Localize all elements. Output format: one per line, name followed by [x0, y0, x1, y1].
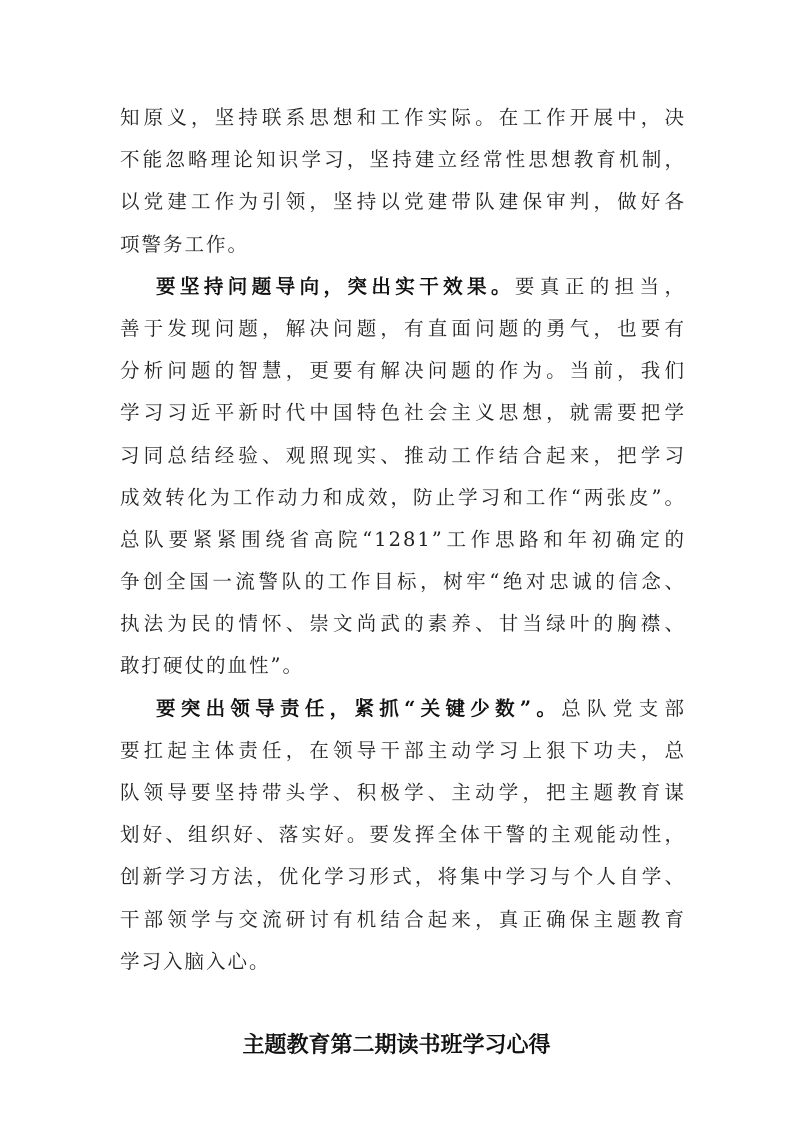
text-span: 总队党支部: [561, 696, 686, 720]
text-line: 学习习近平新时代中国特色社会主义思想，就需要把学: [120, 401, 686, 425]
text-line: 划好、组织好、落实好。要发挥全体干警的主观能动性，: [120, 823, 686, 847]
document-body: [120, 97, 686, 983]
text-line: 以党建工作为引领，坚持以党建带队建保审判，做好各: [120, 190, 686, 214]
text-line: 习同总结经验、观照现实、推动工作结合起来，把学习: [120, 443, 686, 467]
paragraph-2: [120, 266, 686, 688]
text-line: 项警务工作。: [120, 232, 250, 256]
paragraph-lead: 要突出领导责任，紧抓“关键少数”。: [156, 696, 562, 720]
text-line: 成效转化为工作动力和成效，防止学习和工作“两张皮”。: [120, 485, 686, 509]
paragraph-3: [120, 688, 686, 983]
text-line: 知原义，坚持联系思想和工作实际。在工作开展中，决: [120, 106, 686, 129]
paragraph-lead: 要坚持问题导向，突出实干效果。: [156, 274, 515, 298]
text-line: [120, 688, 686, 730]
text-line: 善于发现问题，解决问题，有直面问题的勇气，也要有: [120, 316, 686, 340]
text-line: 创新学习方法，优化学习形式，将集中学习与个人自学、: [120, 865, 686, 889]
text-line: 执法为民的情怀、崇文尚武的素养、甘当绿叶的胸襟、: [120, 612, 686, 636]
paragraph-1: [120, 97, 686, 266]
text-line: 要扛起主体责任，在领导干部主动学习上狠下功夫，总: [120, 738, 686, 762]
text-span: 要真正的担当，: [514, 274, 686, 298]
text-line: 总队要紧紧围绕省高院“1281”工作思路和年初确定的: [120, 527, 686, 551]
text-line: 敢打硬仗的血性”。: [120, 654, 304, 678]
section-title: 主题教育第二期读书班学习心得: [242, 1033, 551, 1058]
text-line: 学习入脑入心。: [120, 949, 271, 973]
text-line: 队领导要坚持带头学、积极学、主动学，把主题教育谋: [120, 781, 686, 804]
text-line: 争创全国一流警队的工作目标，树牢“绝对忠诚的信念、: [120, 570, 686, 594]
text-line: [120, 266, 686, 308]
text-line: 不能忽略理论知识学习，坚持建立经常性思想教育机制，: [120, 148, 686, 172]
text-line: 干部领学与交流研讨有机结合起来，真正确保主题教育: [120, 907, 686, 931]
text-line: 分析问题的智慧，更要有解决问题的作为。当前，我们: [120, 359, 686, 383]
